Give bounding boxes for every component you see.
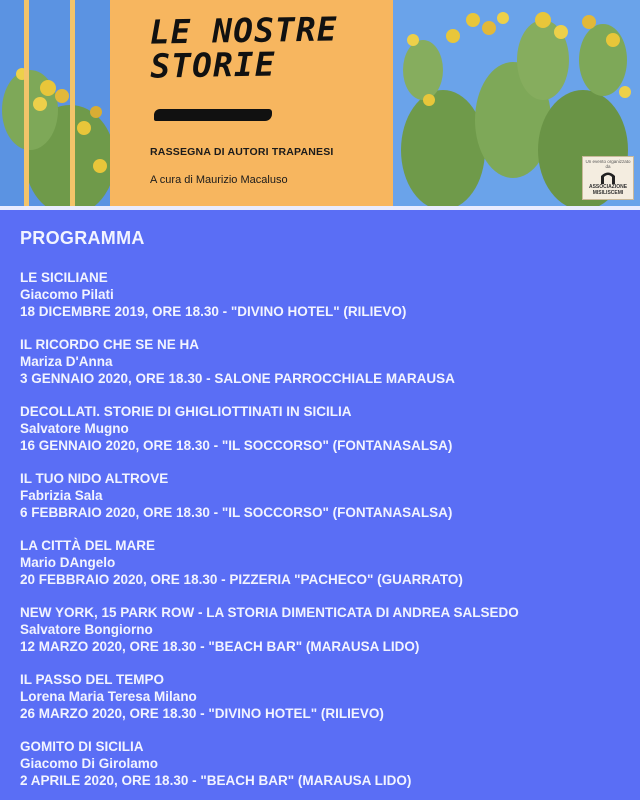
event-item [20, 269, 640, 320]
event-item [20, 738, 640, 789]
event-details: 20 FEBBRAIO 2020, ORE 18.30 - PIZZERIA "PACHECO" (GUARRATO) [20, 572, 463, 587]
event-details: 26 MARZO 2020, ORE 18.30 - "DIVINO HOTEL" (RILIEVO) [20, 706, 384, 721]
arch-icon [598, 170, 618, 184]
program-section [0, 210, 640, 789]
event-book-title: IL RICORDO CHE SE NE HA [20, 337, 200, 352]
event-item [20, 336, 640, 387]
event-details: 2 APRILE 2020, ORE 18.30 - "BEACH BAR" (MARAUSA LIDO) [20, 773, 412, 788]
brush-stroke [154, 109, 272, 121]
event-author: Salvatore Mugno [20, 421, 129, 436]
program-heading: PROGRAMMA [20, 228, 145, 248]
event-details: 12 MARZO 2020, ORE 18.30 - "BEACH BAR" (MARAUSA LIDO) [20, 639, 420, 654]
event-item [20, 604, 640, 655]
event-author: Giacomo Di Girolamo [20, 756, 159, 771]
cactus-photo-left [0, 0, 110, 206]
curator-credit: A cura di Maurizio Macaluso [150, 174, 288, 186]
event-book-title: IL TUO NIDO ALTROVE [20, 471, 169, 486]
event-item [20, 671, 640, 722]
event-book-title: GOMITO DI SICILIA [20, 739, 144, 754]
event-author: Fabrizia Sala [20, 488, 103, 503]
event-item [20, 403, 640, 454]
event-author: Salvatore Bongiorno [20, 622, 153, 637]
event-book-title: NEW YORK, 15 PARK ROW - LA STORIA DIMENTICATA DI ANDREA SALSEDO [20, 605, 519, 620]
event-title: LE NOSTRE STORIE [149, 9, 338, 86]
title-panel [110, 0, 393, 206]
event-details: 6 FEBBRAIO 2020, ORE 18.30 - "IL SOCCORSO" (FONTANASALSA) [20, 505, 453, 520]
event-author: Giacomo Pilati [20, 287, 114, 302]
banner [0, 0, 640, 206]
event-book-title: LA CITTÀ DEL MARE [20, 538, 155, 553]
event-book-title: IL PASSO DEL TEMPO [20, 672, 165, 687]
event-author: Mario DAngelo [20, 555, 116, 570]
event-book-title: LE SICILIANE [20, 270, 108, 285]
event-book-title: DECOLLATI. STORIE DI GHIGLIOTTINATI IN SICILIA [20, 404, 352, 419]
event-subtitle: RASSEGNA DI AUTORI TRAPANESI [150, 146, 334, 158]
event-details: 3 GENNAIO 2020, ORE 18.30 - SALONE PARROCCHIALE MARAUSA [20, 371, 455, 386]
event-author: Lorena Maria Teresa Milano [20, 689, 197, 704]
event-author: Mariza D'Anna [20, 354, 113, 369]
event-item [20, 537, 640, 588]
event-item [20, 470, 640, 521]
event-details: 18 DICEMBRE 2019, ORE 18.30 - "DIVINO HOTEL" (RILIEVO) [20, 304, 407, 319]
association-logo: Un evento organizzato da ASSOCIAZIONE MISILISCEMI [582, 156, 634, 200]
event-details: 16 GENNAIO 2020, ORE 18.30 - "IL SOCCORSO" (FONTANASALSA) [20, 438, 453, 453]
